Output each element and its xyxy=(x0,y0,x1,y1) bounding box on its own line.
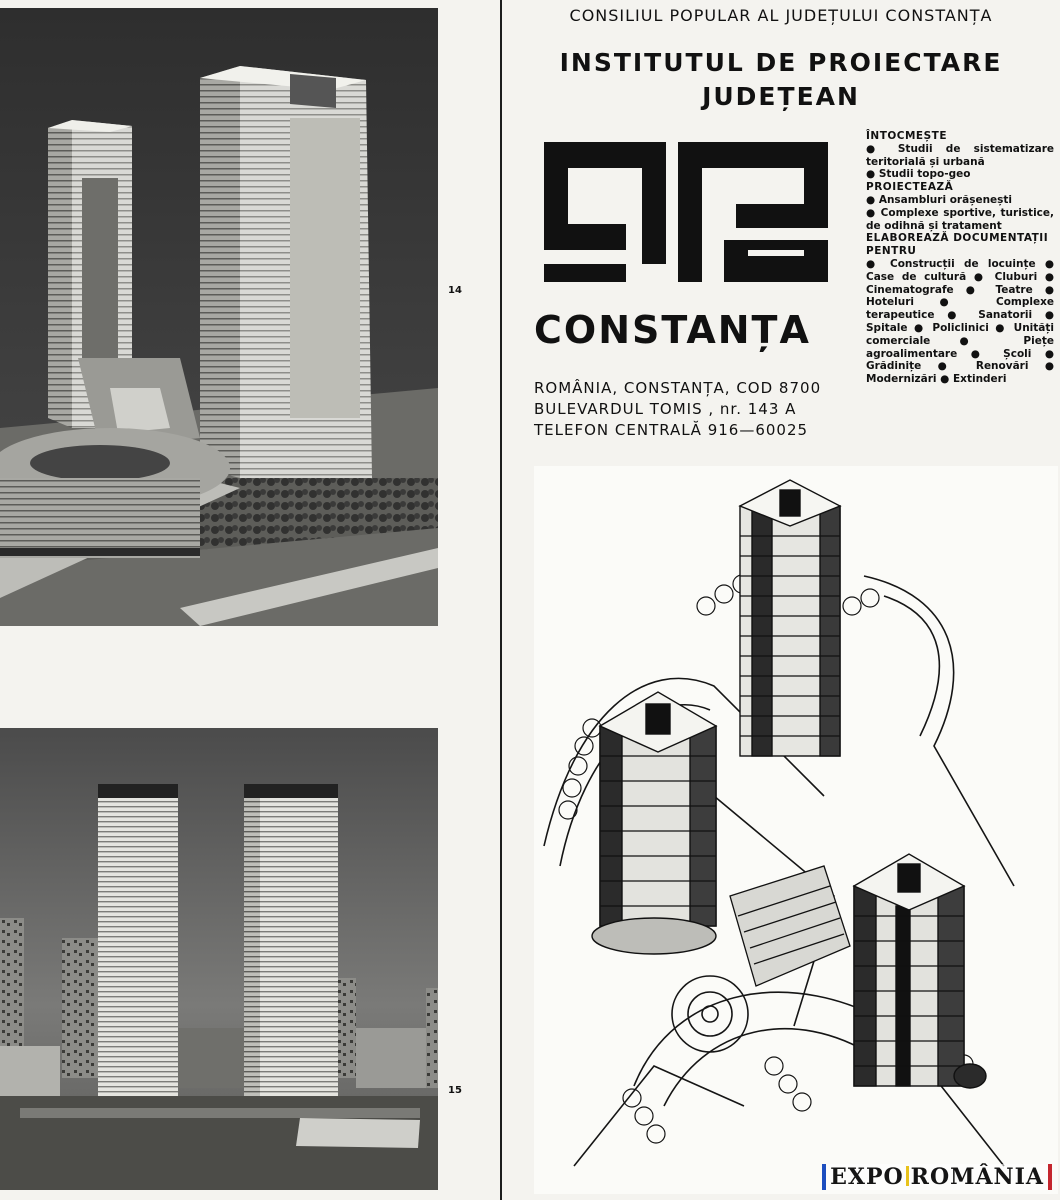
services-heading-2: PROIECTEAZĂ xyxy=(866,181,954,194)
city-name: CONSTANȚA xyxy=(534,308,811,352)
institute-title-line1: INSTITUTUL DE PROIECTARE xyxy=(559,48,1003,77)
service-item: ● Studii topo-geo xyxy=(866,168,971,181)
photo-figure-14 xyxy=(0,8,438,626)
twin-towers-photo xyxy=(0,728,438,1190)
service-item: ● Complexe sportive, turistice, de odihnă și tratament xyxy=(866,206,1054,232)
figure-number-14: 14 xyxy=(448,285,462,296)
photo-figure-15 xyxy=(0,728,438,1190)
services-list xyxy=(866,130,1054,386)
expo-romania-watermark xyxy=(822,1164,1052,1190)
watermark-left: EXPO xyxy=(830,1164,904,1190)
watermark-right: ROMÂNIA xyxy=(910,1164,1044,1190)
left-column xyxy=(0,0,500,1200)
services-heading-1: ÎNTOCMEȘTE xyxy=(866,130,948,142)
tower-model-photo xyxy=(0,8,438,626)
address-line-2: BULEVARDUL TOMIS , nr. 143 A xyxy=(534,400,797,418)
architectural-drawing xyxy=(534,466,1058,1194)
ipj-logo-icon xyxy=(538,132,840,292)
services-heading-3: ELABOREAZĂ DOCUMENTAȚII PENTRU xyxy=(866,232,1049,258)
service-item: ● Ansambluri orășenești xyxy=(866,193,1013,206)
advert-column xyxy=(502,0,1060,1200)
service-item: ● Studii de sistematizare teritorială și urbană xyxy=(866,142,1054,168)
three-towers-drawing xyxy=(534,466,1058,1194)
service-item: ● Construcții de locuințe ● Case de cultură ● Cluburi ● Cinematografe ● Teatre ● Hoteluri ● Complexe terapeutice ● Sanatorii ● Spitale ● Policlinici ● Unități comerciale ● Piețe agroalimentare ● Școli ● Grădinițe ● Renovări ● Modernizări ● Extinderi xyxy=(866,257,1054,386)
figure-number-15: 15 xyxy=(448,1085,462,1096)
address-line-3: TELEFON CENTRALĂ 916—60025 xyxy=(534,421,809,439)
council-heading: CONSILIUL POPULAR AL JUDEȚULUI CONSTANȚA xyxy=(569,6,993,25)
institute-title-line2: JUDEȚEAN xyxy=(702,82,860,111)
address-block xyxy=(534,378,850,441)
address-line-1: ROMÂNIA, CONSTANȚA, COD 8700 xyxy=(534,379,822,397)
flag-stripe-icon xyxy=(906,1166,909,1186)
institute-title xyxy=(502,46,1060,114)
